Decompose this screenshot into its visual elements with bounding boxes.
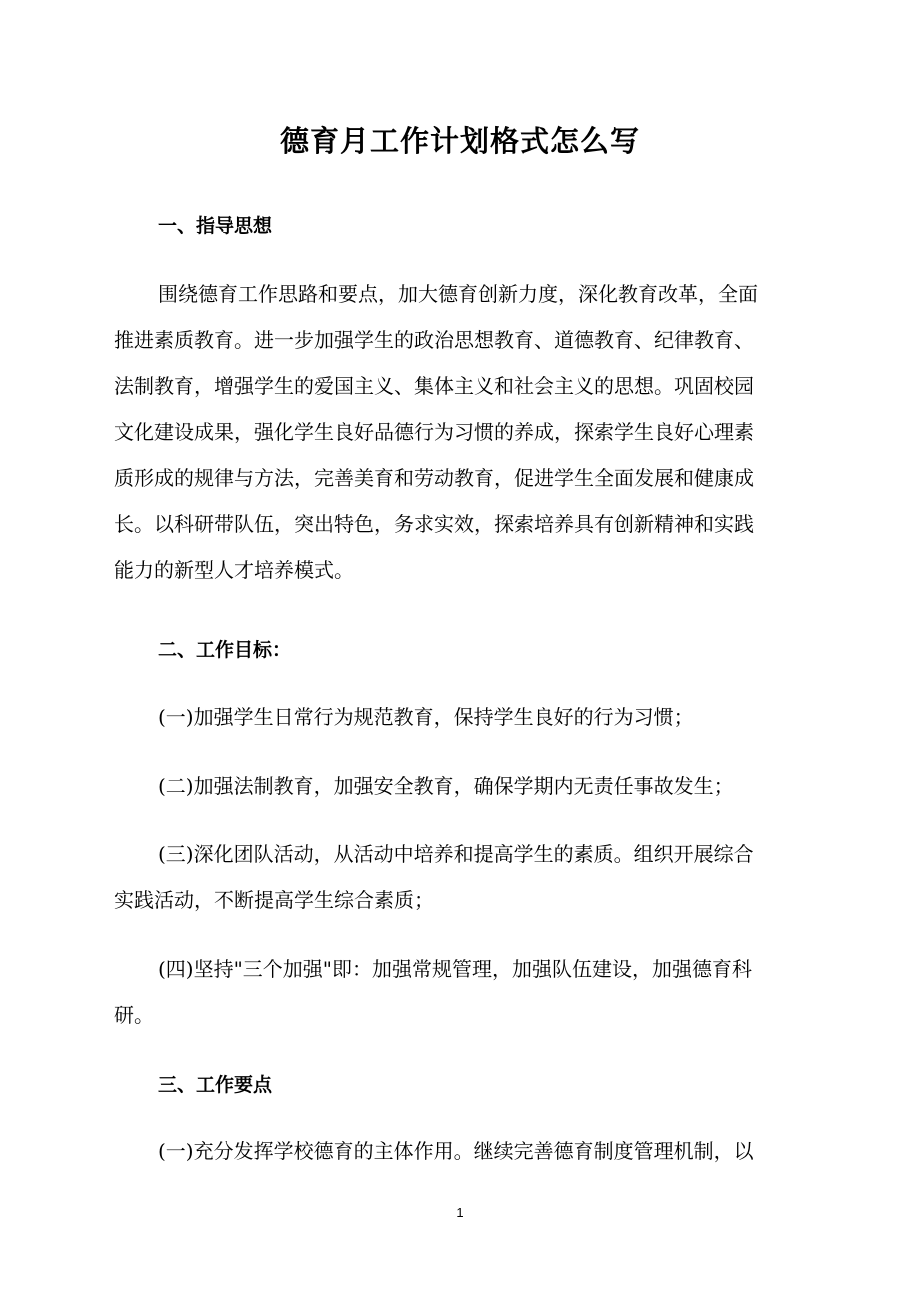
paragraph-line: 研。	[114, 1003, 154, 1027]
paragraph-goal-1	[114, 694, 820, 740]
paragraph-line: (三)深化团队活动，从活动中培养和提高学生的素质。组织开展综合	[158, 842, 754, 866]
paragraph-point-1	[114, 1128, 820, 1174]
paragraph-line: (一)加强学生日常行为规范教育，保持学生良好的行为习惯；	[158, 705, 694, 729]
section-heading-guiding-ideology: 一、指导思想	[158, 215, 273, 237]
paragraph-line: 实践活动，不断提高学生综合素质；	[114, 888, 434, 912]
paragraph-goal-3	[114, 831, 820, 923]
paragraph-line: (二)加强法制教育，加强安全教育，确保学期内无责任事故发生；	[158, 774, 734, 798]
section-heading-work-goals: 二、工作目标：	[158, 639, 292, 661]
paragraph-line: 围绕德育工作思路和要点，加大德育创新力度，深化教育改革，全面	[158, 282, 758, 306]
paragraph-line: (一)充分发挥学校德育的主体作用。继续完善德育制度管理机制，以	[158, 1139, 754, 1163]
page-number: 1	[456, 1205, 464, 1220]
document-title: 德育月工作计划格式怎么写	[279, 124, 640, 158]
paragraph-line: 推进素质教育。进一步加强学生的政治思想教育、道德教育、纪律教育、	[114, 328, 754, 352]
paragraph-line: 能力的新型人才培养模式。	[114, 558, 354, 582]
paragraph-line: 法制教育，增强学生的爱国主义、集体主义和社会主义的思想。巩固校园	[114, 374, 754, 398]
paragraph-goal-2	[114, 763, 820, 809]
paragraph-line: 长。以科研带队伍，突出特色，务求实效，探索培养具有创新精神和实践	[114, 512, 754, 536]
paragraph-line: (四)坚持"三个加强"即：加强常规管理，加强队伍建设，加强德育科	[158, 957, 753, 981]
paragraph-line: 质形成的规律与方法，完善美育和劳动教育，促进学生全面发展和健康成	[114, 466, 754, 490]
paragraph-goal-4	[114, 946, 820, 1038]
section-heading-work-points: 三、工作要点	[158, 1074, 273, 1096]
paragraph-line: 文化建设成果，强化学生良好品德行为习惯的养成，探索学生良好心理素	[114, 420, 754, 444]
paragraph-guiding-ideology	[114, 271, 820, 593]
